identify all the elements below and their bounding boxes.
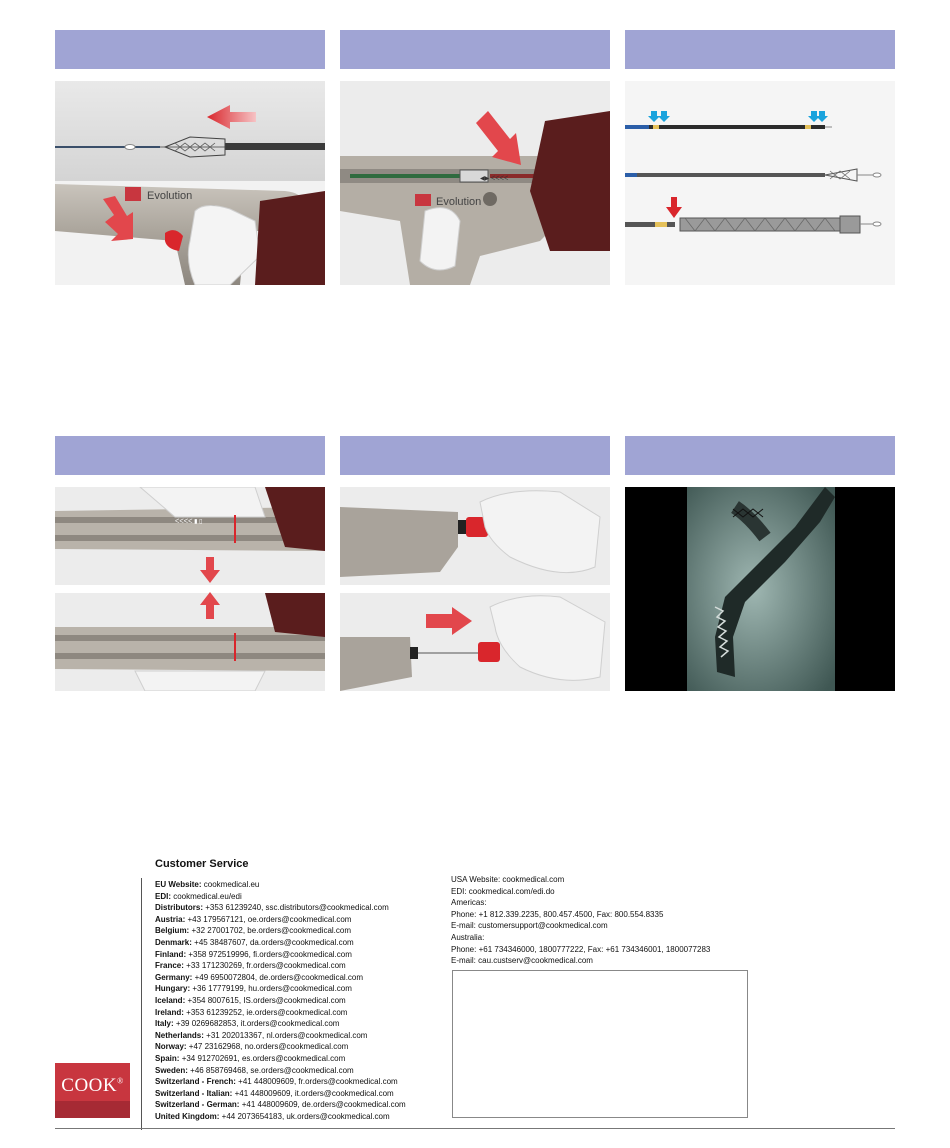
fluoroscopy-image [625, 487, 895, 691]
customer-service-divider [141, 878, 142, 1130]
eu-contact-row [155, 1041, 406, 1053]
eu-contact-value: +41 448009609, de.orders@cookmedical.com [241, 1100, 406, 1110]
logo-band [55, 1101, 130, 1118]
eu-contact-label: France: [155, 961, 184, 971]
eu-contact-value: +358 972519996, fi.orders@cookmedical.com [188, 949, 352, 959]
step-3-illustration [625, 81, 895, 285]
eu-contact-value: +31 202013367, nl.orders@cookmedical.com [206, 1030, 368, 1040]
eu-contact-value: +353 61239240, ssc.distributors@cookmedical.com [205, 903, 389, 913]
eu-contact-value: +46 858769468, se.orders@cookmedical.com [190, 1065, 354, 1075]
usa-contact-line: E-mail: cau.custserv@cookmedical.com [451, 956, 593, 966]
logo-mark: ® [117, 1076, 124, 1086]
step-2-illustration [340, 81, 610, 285]
eu-contact-label: Austria: [155, 914, 186, 924]
usa-contact-line: Americas: [451, 898, 487, 908]
step-6-header [625, 436, 895, 475]
notes-box [452, 970, 748, 1118]
step-4-illustration [55, 487, 325, 691]
usa-contact-line: Phone: +61 734346000, 1800777222, Fax: +61 734346001, 1800077283 [451, 944, 711, 954]
usa-contact-line: Phone: +1 812.339.2235, 800.457.4500, Fax: 800.554.8335 [451, 909, 664, 919]
step-5-header [340, 436, 610, 475]
eu-contact-row [155, 879, 406, 891]
logo-text: COOK [61, 1075, 118, 1096]
eu-contact-row [155, 1053, 406, 1065]
usa-contact-line: USA Website: cookmedical.com [451, 875, 565, 884]
step-3-header [625, 30, 895, 69]
eu-contact-value: +39 0269682853, it.orders@cookmedical.com [175, 1019, 340, 1029]
eu-contact-label: Netherlands: [155, 1030, 204, 1040]
eu-contact-value: +354 8007615, IS.orders@cookmedical.com [187, 995, 346, 1005]
eu-contact-row [155, 972, 406, 984]
eu-contact-label: Denmark: [155, 937, 192, 947]
eu-contact-list [155, 879, 406, 1122]
eu-contact-row [155, 995, 406, 1007]
eu-contact-label: Italy: [155, 1019, 174, 1029]
svg-text:ᐸᐸᐸᐸ ▮ ▯: ᐸᐸᐸᐸ ▮ ▯ [175, 519, 203, 525]
eu-contact-row [155, 891, 406, 903]
eu-contact-label: Hungary: [155, 984, 191, 994]
usa-contact-line: Australia: [451, 932, 485, 942]
step-2-header [340, 30, 610, 69]
eu-contact-row [155, 949, 406, 961]
eu-contact-value: +34 912702691, es.orders@cookmedical.com [181, 1053, 346, 1063]
cook-logo [55, 1063, 130, 1118]
eu-contact-label: Finland: [155, 949, 187, 959]
eu-contact-row [155, 960, 406, 972]
footer-rule [55, 1128, 895, 1129]
eu-contact-value: +44 2073654183, uk.orders@cookmedical.com [221, 1111, 390, 1121]
usa-contact-line: E-mail: customersupport@cookmedical.com [451, 921, 608, 931]
eu-contact-label: Iceland: [155, 995, 186, 1005]
eu-contact-value: +41 448009609, fr.orders@cookmedical.com [238, 1077, 398, 1087]
eu-contact-label: Switzerland - Italian: [155, 1088, 233, 1098]
eu-contact-label: EU Website: [155, 880, 202, 889]
eu-contact-value: +36 17779199, hu.orders@cookmedical.com [192, 984, 352, 994]
step-5-illustration [340, 487, 610, 691]
device-product-label: Evolution [147, 190, 193, 202]
eu-contact-value: +47 23162968, no.orders@cookmedical.com [188, 1042, 349, 1052]
eu-contact-value: +33 171230269, fr.orders@cookmedical.com [186, 961, 346, 971]
eu-contact-row [155, 1088, 406, 1100]
eu-contact-row [155, 1111, 406, 1123]
step-1-illustration [55, 81, 325, 285]
eu-contact-value: cookmedical.eu [203, 880, 260, 889]
eu-contact-row [155, 983, 406, 995]
eu-contact-row [155, 1076, 406, 1088]
svg-text:◀▶ ᐸᐸᐸᐸ: ◀▶ ᐸᐸᐸᐸ [480, 176, 509, 182]
eu-contact-value: cookmedical.eu/edi [173, 891, 242, 901]
eu-contact-label: Switzerland - German: [155, 1100, 240, 1110]
eu-contact-row [155, 1099, 406, 1111]
eu-contact-label: Belgium: [155, 926, 190, 936]
eu-contact-row [155, 1065, 406, 1077]
usa-contact-line: EDI: cookmedical.com/edi.do [451, 886, 555, 896]
eu-contact-row [155, 937, 406, 949]
eu-contact-label: Spain: [155, 1053, 180, 1063]
eu-contact-row [155, 1007, 406, 1019]
eu-contact-value: +32 27001702, be.orders@cookmedical.com [191, 926, 352, 936]
step-1-header [55, 30, 325, 69]
eu-contact-row [155, 1018, 406, 1030]
eu-contact-label: Switzerland - French: [155, 1077, 236, 1087]
eu-contact-label: Norway: [155, 1042, 187, 1052]
eu-contact-row [155, 1030, 406, 1042]
eu-contact-row [155, 925, 406, 937]
eu-contact-label: Germany: [155, 972, 193, 982]
eu-contact-label: EDI: [155, 891, 171, 901]
eu-contact-row [155, 914, 406, 926]
eu-contact-value: +353 61239252, ie.orders@cookmedical.com [186, 1007, 348, 1017]
eu-contact-label: United Kingdom: [155, 1111, 220, 1121]
eu-contact-value: +43 179567121, oe.orders@cookmedical.com [187, 914, 352, 924]
eu-contact-label: Distributors: [155, 903, 203, 913]
step-4-header [55, 436, 325, 475]
eu-contact-row [155, 902, 406, 914]
eu-contact-label: Ireland: [155, 1007, 184, 1017]
usa-contact-list [451, 874, 710, 967]
eu-contact-value: +49 6950072804, de.orders@cookmedical.com [194, 972, 364, 982]
eu-contact-label: Sweden: [155, 1065, 188, 1075]
eu-contact-value: +45 38487607, da.orders@cookmedical.com [194, 937, 354, 947]
customer-service-title: Customer Service [155, 858, 249, 870]
device-product-label-2: Evolution [436, 196, 482, 208]
eu-contact-value: +41 448009609, it.orders@cookmedical.com [234, 1088, 394, 1098]
